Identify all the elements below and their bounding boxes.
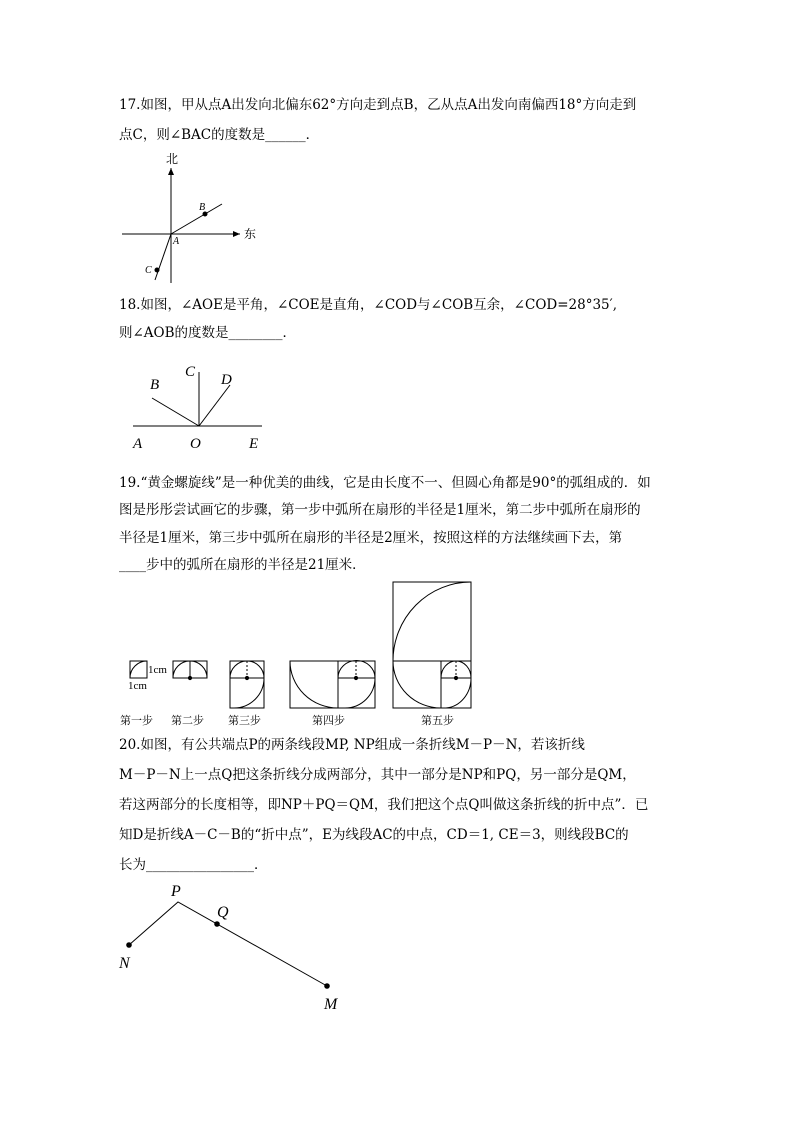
q19-spiral-steps: [130, 582, 471, 708]
step-label-1: 第一步: [120, 715, 153, 727]
q17-text-line2: 点C，则∠BAC的度数是______．: [119, 127, 320, 143]
q19-text-line1: 19.“黄金螺旋线”是一种优美的曲线，它是由长度不一、但圆心角都是90°的弧组成的．如: [119, 475, 651, 491]
q20-label-m: M: [324, 996, 338, 1013]
q17-label-b: B: [199, 202, 206, 213]
step-label-5: 第五步: [421, 715, 454, 727]
q19-text-line4: ____步中的弧所在扇形的半径是21厘米．: [119, 557, 366, 573]
q17-north-label: 北: [166, 152, 179, 166]
ray-od: [199, 385, 230, 426]
q18-text-line2: 则∠AOB的度数是________．: [119, 325, 297, 341]
step1-unit-bottom: 1cm: [128, 680, 147, 692]
step-label-4: 第四步: [312, 715, 345, 727]
point-m: [325, 984, 330, 989]
q17-compass-figure: [122, 168, 240, 283]
step3-drawing: [230, 661, 264, 708]
q17-label-a: A: [173, 236, 180, 247]
step5-drawing: [393, 582, 471, 708]
q18-label-b: B: [150, 377, 160, 393]
q17-east-label: 东: [244, 227, 257, 241]
step1-drawing: [130, 661, 147, 678]
q17-text-line1: 17.如图，甲从点A出发向北偏东62°方向走到点B，乙从点A出发向南偏西18°方向走到: [119, 97, 637, 113]
q18-text-line1: 18.如图，∠AOE是平角，∠COE是直角，∠COD与∠COB互余，∠COD=28°35′,: [119, 297, 617, 313]
q20-label-n: N: [119, 955, 130, 972]
step2-drawing: [173, 661, 207, 680]
step-label-2: 第二步: [171, 715, 204, 727]
q20-text-line4: 知D是折线A－C－B的“折中点”，E为线段AC的中点，CD＝1, CE＝3，则线段BC的: [119, 827, 629, 843]
step4-drawing: [290, 661, 375, 708]
q18-label-e: E: [249, 436, 259, 452]
q18-label-o: O: [190, 436, 201, 452]
q19-text-line3: 半径是1厘米，第三步中弧所在扇形的半径是2厘米，按照这样的方法继续画下去，第: [119, 530, 623, 546]
q20-text-line2: M－P－N上一点Q把这条折线分成两部分，其中一部分是NP和PQ，另一部分是QM，: [119, 767, 636, 783]
q17-label-c: C: [145, 265, 152, 276]
point-n: [127, 943, 132, 948]
q20-text-line3: 若这两部分的长度相等，即NP＋PQ＝QM，我们把这个点Q叫做这条折线的折中点”．已: [119, 797, 649, 813]
q19-text-line2: 图是彤彤尝试画它的步骤，第一步中弧所在扇形的半径是1厘米，第二步中弧所在扇形的: [119, 502, 641, 518]
q20-text-line5: 长为________________．: [119, 857, 268, 873]
q18-label-d: D: [221, 372, 232, 388]
q20-label-q: Q: [217, 904, 229, 921]
ray-ac: [155, 234, 171, 280]
q20-text-line1: 20.如图，有公共端点P的两条线段MP, NP组成一条折线M－P－N，若该折线: [119, 737, 585, 753]
point-c: [155, 268, 159, 272]
ray-ab: [171, 204, 222, 234]
point-q: [215, 922, 220, 927]
step1-unit-right: 1cm: [148, 664, 167, 676]
step-label-3: 第三步: [228, 715, 261, 727]
ray-ob: [152, 398, 199, 426]
q18-label-a: A: [133, 436, 143, 452]
q18-label-c: C: [185, 364, 196, 380]
q20-label-p: P: [171, 883, 181, 900]
